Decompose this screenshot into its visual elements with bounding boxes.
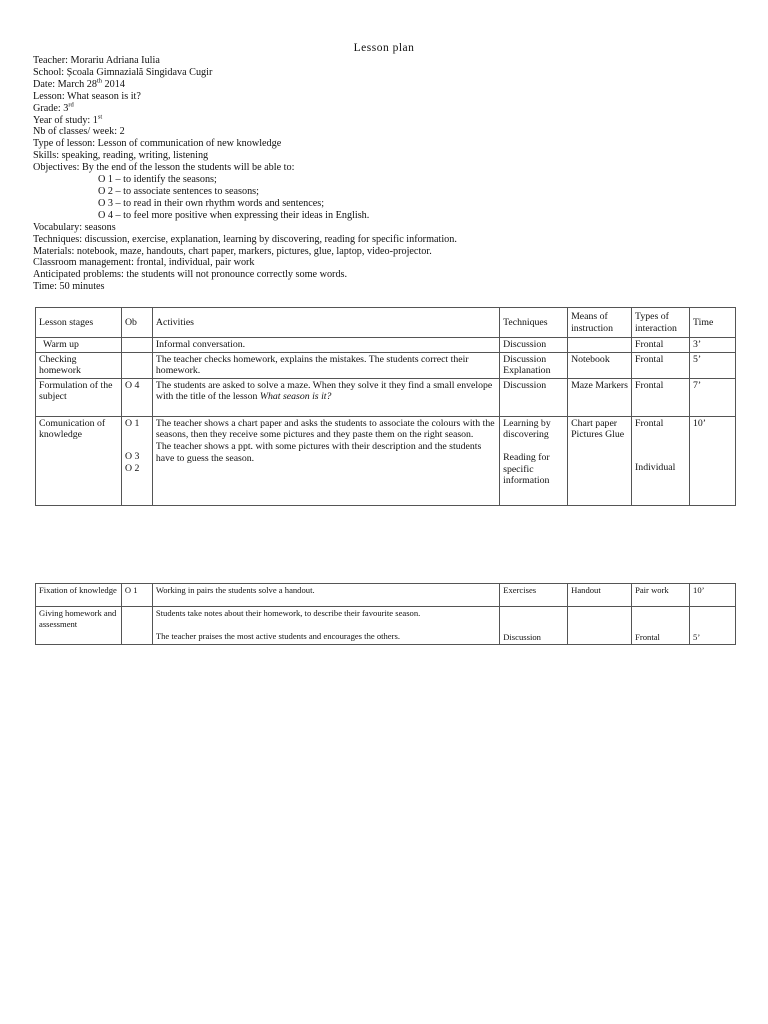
row-activity: [152, 378, 499, 416]
year-prefix: Year of study: 1: [33, 114, 98, 126]
technique-text: Learning by discovering: [503, 417, 551, 441]
row-ob: [121, 416, 152, 505]
table-row: [36, 338, 736, 353]
lesson-stages-table: [35, 307, 736, 506]
objective-item: O 4 – to feel more positive when expressing their ideas in English.: [98, 209, 370, 221]
lesson-title-italic: What season is it?: [259, 391, 332, 403]
row-types: Frontal: [632, 352, 690, 378]
header-techniques: Techniques: [500, 308, 568, 338]
materials-line: Materials: notebook, maze, handouts, chart paper, markers, pictures, glue, laptop, video-projector.: [33, 245, 432, 257]
row-stage: Warm up: [36, 338, 122, 353]
row-types: Frontal: [632, 338, 690, 353]
technique-text: Reading for specific information: [503, 451, 550, 487]
types-text: Frontal: [635, 632, 660, 642]
nb-classes-line: Nb of classes/ week: 2: [33, 126, 125, 138]
table-row: [36, 352, 736, 378]
objective-item: O 1 – to identify the seasons;: [98, 174, 217, 186]
row-technique: Discussion: [500, 338, 568, 353]
row-stage: Checking homework: [36, 352, 122, 378]
row-means: Handout: [568, 584, 632, 607]
row-means: [568, 607, 632, 645]
table-row: [36, 584, 736, 607]
row-types: Frontal: [632, 378, 690, 416]
ob-value: O 2: [124, 462, 140, 474]
row-means: [568, 338, 632, 353]
header-means: Means of instruction: [568, 308, 632, 338]
activity-text: The teacher praises the most active students and encourages the others.: [155, 631, 400, 641]
anticipated-problems-line: Anticipated problems: the students will not pronounce correctly some words.: [33, 269, 348, 281]
activity-text: The students are asked to solve a maze. When they solve it they find a small envelope with the title of the lesson: [155, 379, 493, 403]
row-types: [632, 416, 690, 505]
row-activity: Working in pairs the students solve a handout.: [152, 584, 499, 607]
row-ob: O 4: [121, 378, 152, 416]
activity-text: The teacher shows a chart paper and asks the students to associate the colours with the seasons, then they receive some pictures and they paste them on the right season.: [155, 417, 495, 441]
header-ob: Ob: [121, 308, 152, 338]
school-line: School: Școala Gimnazială Singidava Cugir: [33, 66, 213, 78]
row-technique: Exercises: [500, 584, 568, 607]
type-of-lesson-line: Type of lesson: Lesson of communication of new knowledge: [33, 138, 282, 150]
row-means: Maze Markers: [568, 378, 632, 416]
row-types: Pair work: [632, 584, 690, 607]
activity-text: Students take notes about their homework, to describe their favourite season.: [155, 608, 421, 618]
activity-text: The teacher shows a ppt. with some pictures with their description and the students have to guess the season.: [155, 440, 482, 464]
row-stage: Comunication of knowledge: [36, 416, 122, 505]
row-time: 7’: [690, 378, 736, 416]
row-activity: Informal conversation.: [152, 338, 499, 353]
row-stage: Fixation of knowledge: [36, 584, 122, 607]
year-line: [33, 115, 457, 127]
table-row: [36, 378, 736, 416]
row-time: 10’: [690, 584, 736, 607]
row-ob: [121, 352, 152, 378]
row-types: [632, 607, 690, 645]
row-stage: Formulation of the subject: [36, 378, 122, 416]
header-types: Types of interaction: [632, 308, 690, 338]
date-prefix: Date: March 28: [33, 78, 97, 90]
classroom-management-line: Classroom management: frontal, individual, pair work: [33, 257, 255, 269]
row-activity: The teacher checks homework, explains the mistakes. The students correct their homework.: [152, 352, 499, 378]
row-ob: [121, 338, 152, 353]
time-line: Time: 50 minutes: [33, 281, 105, 293]
row-ob: O 1: [121, 584, 152, 607]
ob-value: O 3: [124, 451, 140, 463]
types-text: Individual: [635, 462, 676, 474]
ob-value: O 1: [124, 417, 140, 429]
objectives-intro: Objectives: By the end of the lesson the students will be able to:: [33, 162, 295, 174]
table-row: [36, 607, 736, 645]
header-activities: Activities: [152, 308, 499, 338]
lesson-header: [33, 55, 457, 293]
skills-line: Skills: speaking, reading, writing, listening: [33, 150, 209, 162]
row-technique: [500, 607, 568, 645]
year-superscript: st: [97, 113, 103, 121]
grade-line: [33, 103, 457, 115]
table-header-row: [36, 308, 736, 338]
time-text: 5’: [693, 632, 701, 642]
row-time: 5’: [690, 352, 736, 378]
row-stage: Giving homework and assessment: [36, 607, 122, 645]
row-time: 3’: [690, 338, 736, 353]
vocabulary-line: Vocabulary: seasons: [33, 221, 116, 233]
row-activity: [152, 607, 499, 645]
grade-prefix: Grade: 3: [33, 102, 69, 114]
header-time: Time: [690, 308, 736, 338]
row-time: 10’: [690, 416, 736, 505]
row-time: [690, 607, 736, 645]
objective-item: O 2 – to associate sentences to seasons;: [98, 185, 259, 197]
date-suffix: 2014: [102, 78, 125, 90]
row-activity: [152, 416, 499, 505]
technique-text: Discussion: [503, 632, 541, 642]
row-means: Chart paper Pictures Glue: [568, 416, 632, 505]
row-technique: Discussion Explanation: [500, 352, 568, 378]
lesson-stages-table-continued: [35, 583, 736, 645]
types-text: Frontal: [635, 417, 664, 429]
row-means: Notebook: [568, 352, 632, 378]
page-title: Lesson plan: [353, 42, 415, 54]
techniques-line: Techniques: discussion, exercise, explanation, learning by discovering, reading for specific information.: [33, 233, 457, 245]
date-line: [33, 79, 457, 91]
row-technique: [500, 416, 568, 505]
lesson-line: Lesson: What season is it?: [33, 90, 141, 102]
grade-superscript: rd: [68, 101, 74, 109]
objective-item: O 3 – to read in their own rhythm words and sentences;: [98, 197, 325, 209]
date-superscript: th: [96, 77, 102, 85]
row-technique: Discussion: [500, 378, 568, 416]
table-row: [36, 416, 736, 505]
teacher-line: Teacher: Morariu Adriana Iulia: [33, 55, 160, 66]
header-lesson-stages: Lesson stages: [36, 308, 122, 338]
row-ob: [121, 607, 152, 645]
